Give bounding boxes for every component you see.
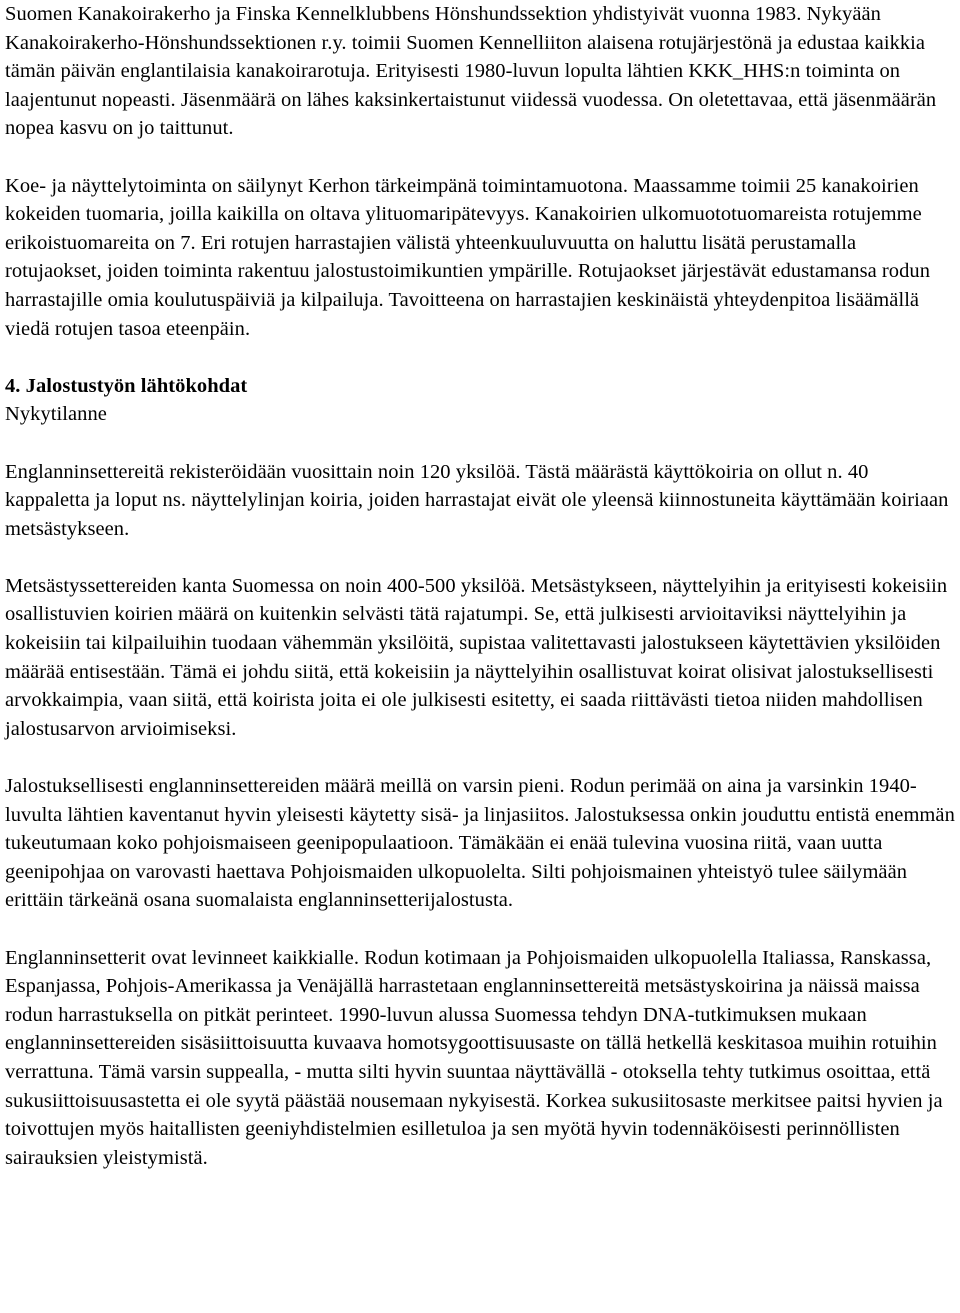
section-heading <box>5 372 955 401</box>
paragraph-spacer <box>5 743 955 772</box>
section-number: 4. <box>5 374 21 397</box>
intro-paragraph-2: Koe- ja näyttelytoiminta on säilynyt Kerhon tärkeimpänä toimintamuotona. Maassamme toimii 25 kanakoirien kokeiden tuomaria, joilla kaikilla on oltava ylituomaripätevyys. Kanakoirien ulkomuototuomareista rotujemme erikoistuomareita on 7. Eri rotujen harrastajien välistä yhteenkuuluvuutta on haluttu lisätä perustamalla rotujaokset, joiden toiminta rakentuu jalostustoimikuntien ympärille. Rotujaokset järjestävät edustamansa rodun harrastajille omia koulutuspäiviä ja kilpailuja. Tavoitteena on harrastajien keskinäistä yhteydenpitoa lisäämällä viedä rotujen tasoa eteenpäin. <box>5 174 931 340</box>
body-paragraph-2: Metsästyssettereiden kanta Suomessa on noin 400-500 yksilöä. Metsästykseen, näyttelyihin ja erityisesti kokeisiin osallistuvien koirien määrä on kuitenkin selvästi tätä rajatumpi. Se, että julkisesti arvioitaviksi näyttelyihin ja kokeisiin tai kilpailuihin tuodaan vähemmän yksilöitä, supistaa valitettavasti jalostukseen käytettävien yksilöiden määrää entisestään. Tämä ei johdu siitä, että kokeisiin ja näyttelyihin osallistuvat koirat olisivat jalostuksellisesti arvokkaimpia, vaan siitä, että koirista joita ei ole julkisesti esitetty, ei saada riittävästi tietoa niiden mahdollisen jalostusarvon arvioimiseksi. <box>5 574 948 740</box>
paragraph-spacer <box>5 915 955 944</box>
section-subheading: Nykytilanne <box>5 403 107 426</box>
paragraph-spacer <box>5 143 955 172</box>
section-title: Jalostustyön lähtökohdat <box>25 374 248 397</box>
intro-paragraph-1: Suomen Kanakoirakerho ja Finska Kennelklubbens Hönshundssektion yhdistyivät vuonna 1983. Nykyään Kanakoirakerho-Hönshundssektionen r.y. toimii Suomen Kennelliiton alaisena rotujärjestönä ja edustaa kaikkia tämän päivän englantilaisia kanakoirarotuja. Erityisesti 1980-luvun lopulta lähtien KKK_HHS:n toiminta on laajentunut nopeasti. Jäsenmäärä on lähes kaksinkertaistunut viidessä vuodessa. On oletettavaa, että jäsenmäärän nopea kasvu on jo taittunut. <box>5 3 937 140</box>
body-paragraph-4: Englanninsetterit ovat levinneet kaikkialle. Rodun kotimaan ja Pohjoismaiden ulkopuolella Italiassa, Ranskassa, Espanjassa, Pohjois-Amerikassa ja Venäjällä harrastetaan englanninsettereitä metsästyskoirina ja näissä maissa rodun harrastuksella on pitkät perinteet. 1990-luvun alussa Suomessa tehdyn DNA-tutkimuksen mukaan englanninsettereiden sisäsiittoisuutta kuvaava homotsygoottisuusaste on tällä hetkellä keskitasoa muihin rotuihin verrattuna. Tämä varsin suppealla, - mutta silti hyvin suuntaa näyttävällä - otoksella tehty tutkimus osoittaa, että sukusiittoisuusastetta ei ole syytä päästää nousemaan nykyisestä. Korkea sukusiitosaste merkitsee paitsi hyvien ja toivottujen myös haitallisten geeniyhdistelmien esilletuloa ja sen myötä hyvin todennäköisesti perinnöllisten sairauksien yleistymistä. <box>5 946 943 1169</box>
paragraph-spacer <box>5 543 955 572</box>
paragraph-spacer <box>5 343 955 372</box>
paragraph-spacer <box>5 429 955 458</box>
document-page <box>5 0 955 1172</box>
body-paragraph-1: Englanninsettereitä rekisteröidään vuosittain noin 120 yksilöä. Tästä määrästä käyttökoiria on ollut n. 40 kappaletta ja loput ns. näyttelylinjan koiria, joiden harrastajat eivät ole yleensä kiinnostuneita käyttämään koiriaan metsästykseen. <box>5 460 949 540</box>
body-paragraph-3: Jalostuksellisesti englanninsettereiden määrä meillä on varsin pieni. Rodun perimää on aina ja varsinkin 1940- luvulta lähtien kaventanut hyvin yleisesti käytetty sisä- ja linjasiitos. Jalostuksessa onkin jouduttu entistä enemmän tukeutumaan koko pohjoismaiseen geenipopulaatioon. Tämäkään ei enää tulevina vuosina riitä, vaan uutta geenipohjaa on varovasti haettava Pohjoismaiden ulkopuolelta. Silti pohjoismainen yhteistyö tulee säilymään erittäin tärkeänä osana suomalaista englanninsetterijalostusta. <box>5 775 955 912</box>
